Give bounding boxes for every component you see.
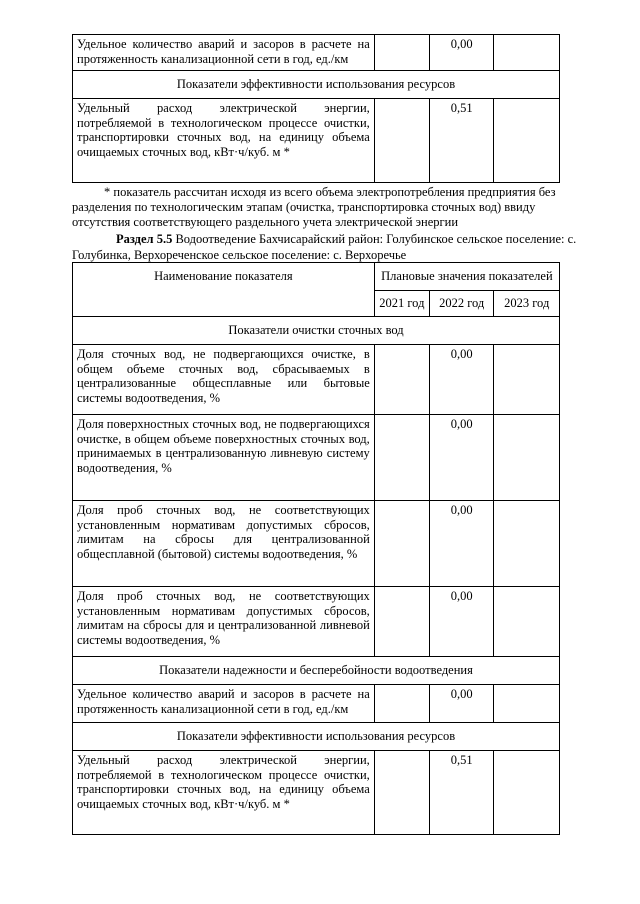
header-year: 2021 год <box>374 291 429 317</box>
indicator-name: Удельное количество аварий и засоров в расчете на протяженность канализационной сети в год, ед./км <box>73 685 375 723</box>
section-heading <box>72 231 612 263</box>
value-2023 <box>494 345 560 415</box>
value-2023 <box>494 99 560 183</box>
table-row <box>73 99 560 183</box>
indicator-name: Доля сточных вод, не подвергающихся очистке, в общем объеме сточных вод, сбрасываемых в централизованные общесплавные или бытовые системы водоотведения, % <box>73 345 375 415</box>
value-2022: 0,00 <box>429 587 494 657</box>
value-2022: 0,00 <box>429 685 494 723</box>
table-row <box>73 501 560 587</box>
value-2022: 0,00 <box>429 345 494 415</box>
indicator-name: Доля проб сточных вод, не соответствующих установленным нормативам допустимых сбросов, лимитам на сбросы для централизованной общесплавной (бытовой) системы водоотведения, % <box>73 501 375 587</box>
table-row <box>73 35 560 71</box>
value-2023 <box>494 501 560 587</box>
header-year: 2022 год <box>429 291 494 317</box>
table-row <box>73 685 560 723</box>
value-2021 <box>374 685 429 723</box>
indicator-name: Доля проб сточных вод, не соответствующих установленным нормативам допустимых сбросов, лимитам на сбросы для и централизованной ливневой системы водоотведения, % <box>73 587 375 657</box>
section-row <box>73 723 560 751</box>
section-title: Показатели эффективности использования ресурсов <box>73 723 560 751</box>
indicator-name: Удельный расход электрической энергии, потребляемой в технологическом процессе очистки, транспортировки сточных вод, на единицу объема очищаемых сточных вод, кВт·ч/куб. м * <box>73 751 375 835</box>
value-2023 <box>494 587 560 657</box>
value-2022: 0,00 <box>429 501 494 587</box>
header-name: Наименование показателя <box>73 263 375 317</box>
section-row <box>73 657 560 685</box>
value-2023 <box>494 35 560 71</box>
section-number: Раздел 5.5 <box>116 232 173 246</box>
value-2022: 0,51 <box>429 99 494 183</box>
value-2021 <box>374 751 429 835</box>
value-2021 <box>374 99 429 183</box>
header-year: 2023 год <box>494 291 560 317</box>
indicator-name: Доля поверхностных сточных вод, не подвергающихся очистке, в общем объеме поверхностных сточных вод, принимаемых в централизованную ливневую систему водоотведения, % <box>73 415 375 501</box>
header-row <box>73 263 560 291</box>
value-2021 <box>374 345 429 415</box>
table-row <box>73 345 560 415</box>
section-title: Показатели эффективности использования ресурсов <box>73 71 560 99</box>
section-row <box>73 71 560 99</box>
value-2022: 0,51 <box>429 751 494 835</box>
section-row <box>73 317 560 345</box>
table-row <box>73 587 560 657</box>
table-row <box>73 415 560 501</box>
footnote: * показатель рассчитан исходя из всего объема электропотребления предприятия без разделения по технологическим этапам (очистка, транспортировка сточных вод) ввиду отсутствия соответствующего раздельного учета электрической энергии <box>72 185 556 229</box>
main-table <box>72 262 560 835</box>
value-2021 <box>374 501 429 587</box>
top-table <box>72 34 560 183</box>
value-2022: 0,00 <box>429 415 494 501</box>
value-2021 <box>374 587 429 657</box>
value-2023 <box>494 751 560 835</box>
value-2021 <box>374 415 429 501</box>
indicator-name: Удельное количество аварий и засоров в расчете на протяженность канализационной сети в год, ед./км <box>73 35 375 71</box>
value-2023 <box>494 685 560 723</box>
value-2023 <box>494 415 560 501</box>
section-title: Показатели очистки сточных вод <box>73 317 560 345</box>
section-title: Показатели надежности и бесперебойности водоотведения <box>73 657 560 685</box>
indicator-name: Удельный расход электрической энергии, потребляемой в технологическом процессе очистки, транспортировки сточных вод, на единицу объема очищаемых сточных вод, кВт·ч/куб. м * <box>73 99 375 183</box>
table-row <box>73 751 560 835</box>
header-plan: Плановые значения показателей <box>374 263 559 291</box>
section-heading-text: Водоотведение Бахчисарайский район: Голубинское сельское поселение: с. Голубинка, Верхореченское сельское поселение: с. Верхоречье <box>72 232 577 262</box>
value-2022: 0,00 <box>429 35 494 71</box>
value-2021 <box>374 35 429 71</box>
